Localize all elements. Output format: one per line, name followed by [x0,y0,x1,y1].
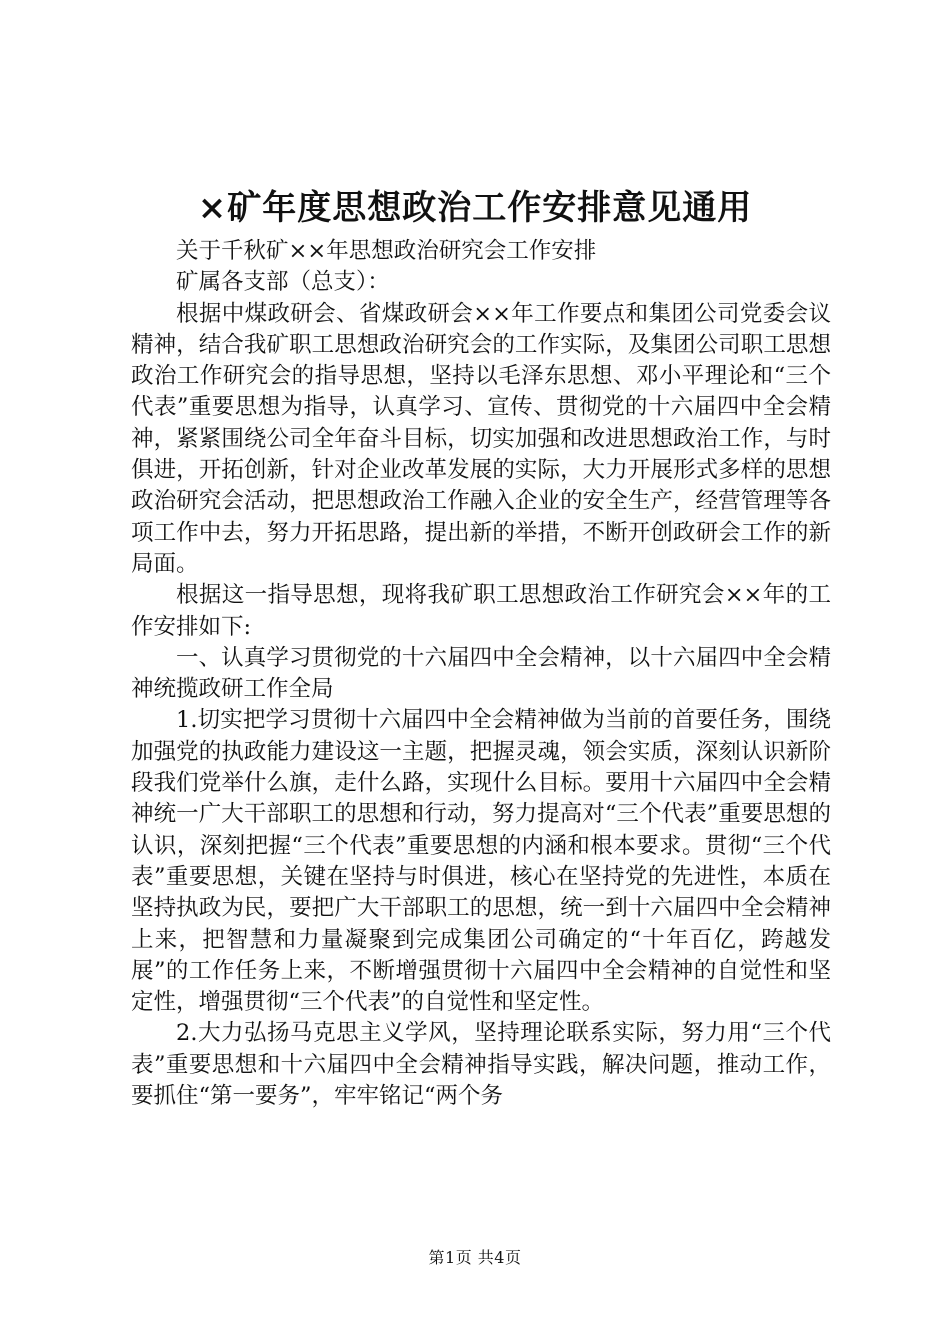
paragraph-item-1: 1.切实把学习贯彻十六届四中全会精神做为当前的首要任务，围绕加强党的执政能力建设这一主题，把握灵魂，领会实质，深刻认识新阶段我们党举什么旗，走什么路，实现什么目标。要用十六届四中全会精神统一广大干部职工的思想和行动，努力提高对“三个代表”重要思想的认识，深刻把握“三个代表”重要思想的内涵和根本要求。贯彻“三个代表”重要思想，关键在坚持与时俱进，核心在坚持党的先进性，本质在坚持执政为民，要把广大干部职工的思想，统一到十六届四中全会精神上来，把智慧和力量凝聚到完成集团公司确定的“十年百亿，跨越发展”的工作任务上来，不断增强贯彻十六届四中全会精神的自觉性和坚定性，增强贯彻“三个代表”的自觉性和坚定性。 [131,707,831,1016]
paragraph-salutation: 矿属各支部（总支）： [176,269,390,296]
paragraph-intro: 根据中煤政研会、省煤政研会××年工作要点和集团公司党委会议精神，结合我矿职工思想政治研究会的工作实际，及集团公司职工思想政治工作研究会的指导思想，坚持以毛泽东思想、邓小平理论和“三个代表”重要思想为指导，认真学习、宣传、贯彻党的十六届四中全会精神，紧紧围绕公司全年奋斗目标，切实加强和改进思想政治工作，与时俱进，开拓创新，针对企业改革发展的实际，大力开展形式多样的思想政治研究会活动，把思想政治工作融入企业的安全生产，经营管理等各项工作中去，努力开拓思路，提出新的举措，不断开创政研会工作的新局面。 [131,300,831,577]
paragraph-item-2: 2.大力弘扬马克思主义学风，坚持理论联系实际，努力用“三个代表”重要思想和十六届四中全会精神指导实践，解决问题，推动工作，要抓住“第一要务”，牢牢铭记“两个务 [131,1020,831,1110]
paragraph-subject: 关于千秋矿××年思想政治研究会工作安排 [176,238,597,264]
document-title: ×矿年度思想政治工作安排意见通用 [197,188,753,228]
paragraph-arrangement: 根据这一指导思想，现将我矿职工思想政治工作研究会××年的工作安排如下: [131,582,831,640]
page-footer: 第1页 共4页 [428,1248,522,1267]
paragraph-section-one-heading: 一、认真学习贯彻党的十六届四中全会精神，以十六届四中全会精神统揽政研工作全局 [131,644,831,703]
document-body [131,236,831,1112]
